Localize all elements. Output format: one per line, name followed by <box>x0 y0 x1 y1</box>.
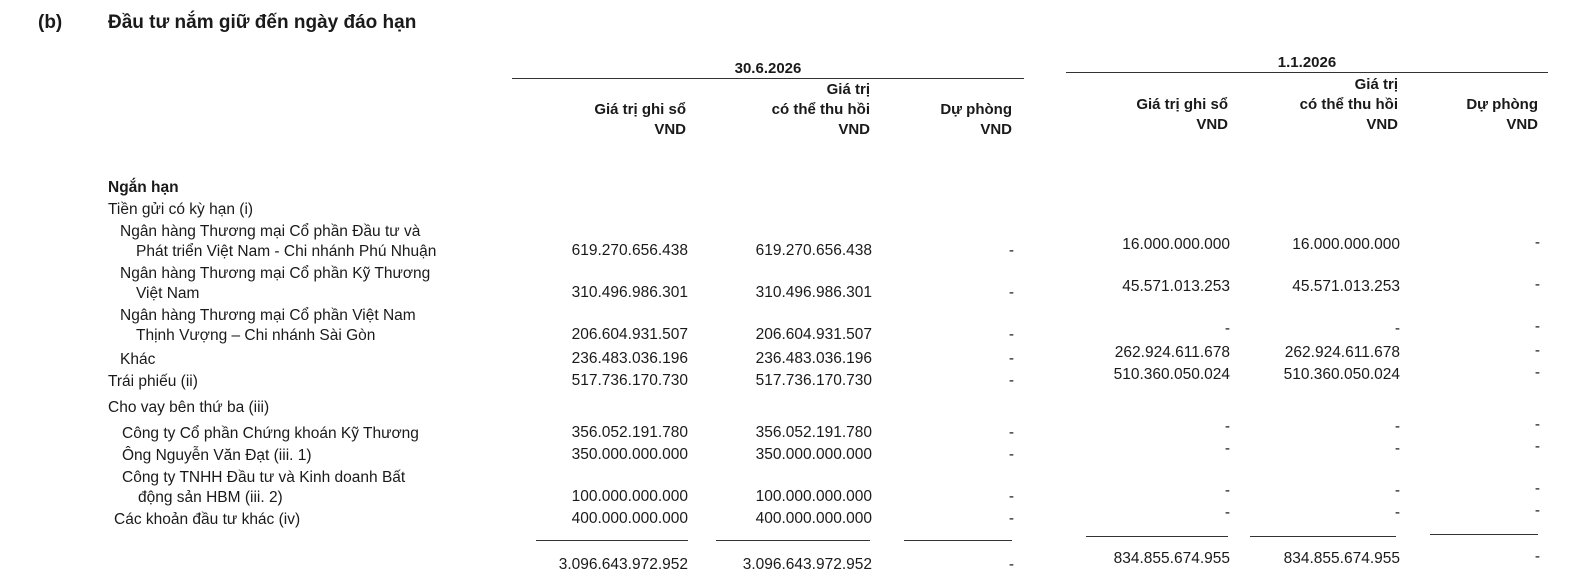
table-cell: 310.496.986.301 <box>755 284 872 301</box>
table-cell: - <box>1224 320 1230 337</box>
column-header: Dự phòng VND <box>1466 96 1538 133</box>
column-header: Giá trị có thể thu hồi VND <box>1299 76 1398 133</box>
table-cell: 400.000.000.000 <box>755 510 872 527</box>
table-cell: - <box>1008 424 1014 441</box>
table-cell: 45.571.013.253 <box>1292 278 1400 295</box>
row-label: Khác <box>120 351 156 368</box>
subtotal-rule <box>904 540 1012 541</box>
total-cell: 834.855.674.955 <box>1283 550 1400 567</box>
table-cell: 619.270.656.438 <box>755 242 872 259</box>
table-cell: - <box>1224 418 1230 435</box>
table-cell: - <box>1008 510 1014 527</box>
table-cell: 310.496.986.301 <box>571 284 688 301</box>
table-cell: - <box>1394 440 1400 457</box>
subtotal-rule <box>1430 534 1538 535</box>
column-header: Giá trị ghi sổ VND <box>594 101 686 138</box>
total-cell: 3.096.643.972.952 <box>558 556 688 573</box>
table-cell: - <box>1008 242 1014 259</box>
section-title: Đầu tư nắm giữ đến ngày đáo hạn <box>108 12 417 33</box>
subtotal-rule <box>1086 536 1228 537</box>
row-label: Công ty TNHH Đầu tư và Kinh doanh Bất động sản HBM (iii. 2) <box>122 469 406 506</box>
row-label: Cho vay bên thứ ba (iii) <box>108 399 270 416</box>
table-cell: 206.604.931.507 <box>755 326 872 343</box>
table-cell: - <box>1534 318 1540 335</box>
column-header: Giá trị ghi sổ VND <box>1136 96 1228 133</box>
table-cell: - <box>1534 234 1540 251</box>
row-label: Ngân hàng Thương mại Cổ phần Đầu tư và Phát triển Việt Nam - Chi nhánh Phú Nhuận <box>120 223 437 260</box>
table-cell: 517.736.170.730 <box>571 372 688 389</box>
table-cell: 16.000.000.000 <box>1292 236 1400 253</box>
table-cell: - <box>1534 342 1540 359</box>
total-cell: - <box>1008 556 1014 573</box>
table-cell: - <box>1008 284 1014 301</box>
row-label: Ông Nguyễn Văn Đạt (iii. 1) <box>122 447 312 464</box>
row-label: Các khoản đầu tư khác (iv) <box>114 511 301 528</box>
table-cell: - <box>1008 350 1014 367</box>
table-cell: - <box>1224 440 1230 457</box>
table-cell: - <box>1008 488 1014 505</box>
table-cell: - <box>1534 502 1540 519</box>
column-header: Giá trị có thể thu hồi VND <box>771 81 870 138</box>
period-rule-2 <box>1066 72 1548 73</box>
table-cell: 100.000.000.000 <box>755 488 872 505</box>
table-cell: 517.736.170.730 <box>755 372 872 389</box>
table-cell: - <box>1394 418 1400 435</box>
table-cell: - <box>1534 480 1540 497</box>
total-cell: 834.855.674.955 <box>1113 550 1230 567</box>
column-header: Dự phòng VND <box>940 101 1012 138</box>
total-cell: - <box>1534 548 1540 565</box>
table-cell: - <box>1534 276 1540 293</box>
table-cell: 262.924.611.678 <box>1114 344 1230 361</box>
subtotal-rule <box>536 540 688 541</box>
table-cell: 45.571.013.253 <box>1122 278 1230 295</box>
table-cell: - <box>1008 446 1014 463</box>
table-cell: - <box>1008 326 1014 343</box>
table-cell: 100.000.000.000 <box>571 488 688 505</box>
table-cell: 356.052.191.780 <box>571 424 688 441</box>
table-cell: - <box>1224 482 1230 499</box>
table-cell: - <box>1534 416 1540 433</box>
table-cell: - <box>1534 438 1540 455</box>
table-cell: - <box>1008 372 1014 389</box>
row-label: Ngân hàng Thương mại Cổ phần Kỹ Thương Việt Nam <box>120 265 431 302</box>
table-cell: - <box>1394 320 1400 337</box>
table-cell: 350.000.000.000 <box>755 446 872 463</box>
section-label: (b) <box>38 12 63 33</box>
table-cell: 236.483.036.196 <box>755 350 872 367</box>
table-cell: 400.000.000.000 <box>571 510 688 527</box>
row-label: Công ty Cổ phần Chứng khoán Kỹ Thương <box>122 425 419 442</box>
row-label: Ngân hàng Thương mại Cổ phần Việt Nam Thịnh Vượng – Chi nhánh Sài Gòn <box>120 307 416 344</box>
table-cell: 206.604.931.507 <box>571 326 688 343</box>
row-label: Trái phiếu (ii) <box>108 373 198 390</box>
table-cell: - <box>1394 482 1400 499</box>
table-cell: - <box>1224 504 1230 521</box>
subtotal-rule <box>1250 536 1396 537</box>
table-cell: 236.483.036.196 <box>571 350 688 367</box>
subtotal-rule <box>716 540 870 541</box>
row-label: Tiền gửi có kỳ hạn (i) <box>108 201 254 218</box>
table-cell: 510.360.050.024 <box>1283 366 1400 383</box>
total-cell: 3.096.643.972.952 <box>742 556 872 573</box>
table-cell: - <box>1534 364 1540 381</box>
row-label: Ngắn hạn <box>108 179 179 196</box>
table-cell: 16.000.000.000 <box>1122 236 1230 253</box>
table-cell: 356.052.191.780 <box>755 424 872 441</box>
table-cell: 350.000.000.000 <box>571 446 688 463</box>
table-cell: 262.924.611.678 <box>1284 344 1400 361</box>
table-cell: 619.270.656.438 <box>571 242 688 259</box>
period-header-2: 1.1.2026 <box>1277 54 1337 71</box>
period-rule-1 <box>512 78 1024 79</box>
period-header-1: 30.6.2026 <box>734 60 802 77</box>
table-cell: 510.360.050.024 <box>1113 366 1230 383</box>
table-cell: - <box>1394 504 1400 521</box>
